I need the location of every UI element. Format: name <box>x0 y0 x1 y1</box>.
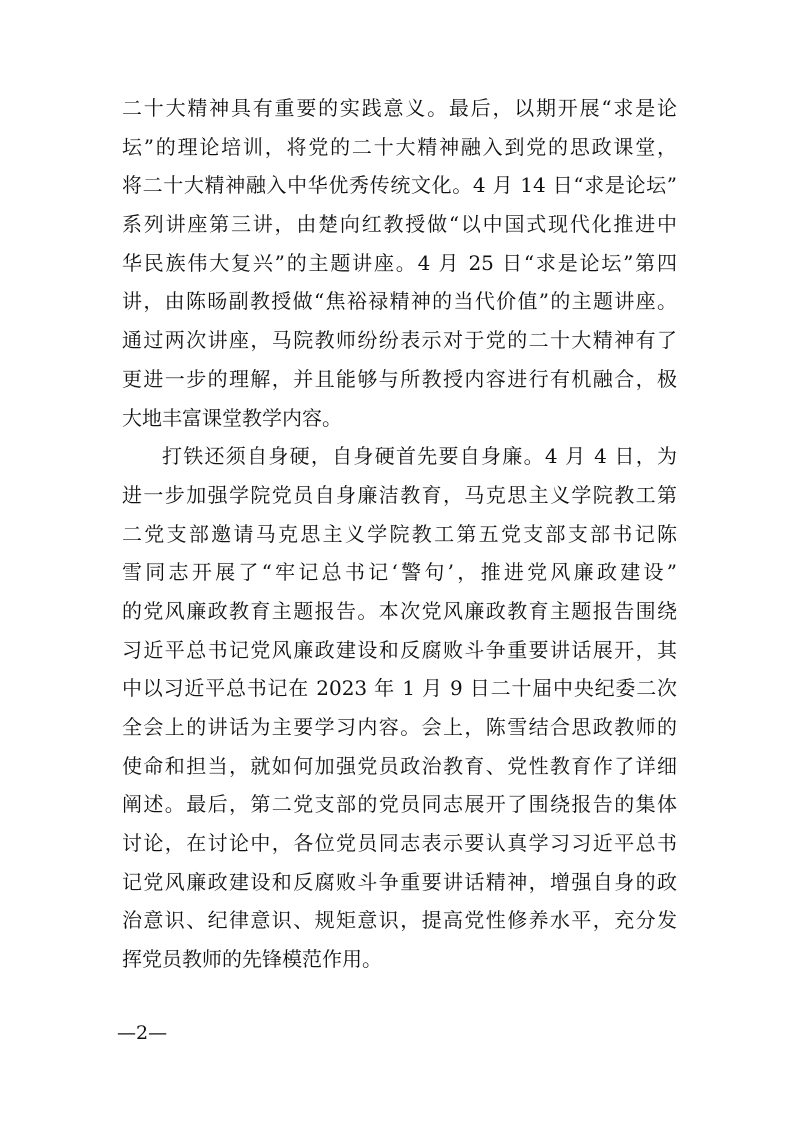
page-number: —2— <box>117 1022 168 1044</box>
text-line: 坛”的理论培训，将党的二十大精神融入到党的思政课堂， <box>122 134 677 159</box>
text-line: 华民族伟大复兴”的主题讲座。4 月 25 日“求是论坛”第四 <box>122 250 677 275</box>
text-line: 使命和担当，就如何加强党员政治教育、党性教育作了详细 <box>122 753 677 778</box>
text-line: 将二十大精神融入中华优秀传统文化。4 月 14 日“求是论坛” <box>122 173 677 198</box>
text-line: 通过两次讲座，马院教师纷纷表示对于党的二十大精神有了 <box>122 328 677 353</box>
text-line: 雪同志开展了“牢记总书记‘警句’，推进党风廉政建设” <box>122 560 677 585</box>
text-line: 讨论，在讨论中，各位党员同志表示要认真学习习近平总书 <box>122 831 677 856</box>
text-line-paragraph-end: 挥党员教师的先锋模范作用。 <box>122 947 382 972</box>
body-text <box>122 89 677 979</box>
text-line: 习近平总书记党风廉政建设和反腐败斗争重要讲话展开，其 <box>122 637 677 662</box>
text-line: 更进一步的理解，并且能够与所教授内容进行有机融合，极 <box>122 366 677 391</box>
text-line-paragraph-end: 大地丰富课堂教学内容。 <box>122 405 342 430</box>
text-line: 记党风廉政建设和反腐败斗争重要讲话精神，增强自身的政 <box>122 869 677 894</box>
text-line: 的党风廉政教育主题报告。本次党风廉政教育主题报告围绕 <box>122 598 677 623</box>
text-line: 二党支部邀请马克思主义学院教工第五党支部支部书记陈 <box>122 521 677 546</box>
text-line: 系列讲座第三讲，由楚向红教授做“以中国式现代化推进中 <box>122 212 677 237</box>
text-line: 二十大精神具有重要的实践意义。最后，以期开展“求是论 <box>122 96 677 120</box>
text-line: 中以习近平总书记在 2023 年 1 月 9 日二十届中央纪委二次 <box>122 676 677 701</box>
text-line: 进一步加强学院党员自身廉洁教育，马克思主义学院教工第 <box>122 482 677 507</box>
text-line: 治意识、纪律意识、规矩意识，提高党性修养水平，充分发 <box>122 908 677 933</box>
text-line-paragraph-start: 打铁还须自身硬，自身硬首先要自身廉。4 月 4 日，为 <box>162 444 677 469</box>
text-line: 阐述。最后，第二党支部的党员同志展开了围绕报告的集体 <box>122 792 677 817</box>
text-line: 讲，由陈旸副教授做“焦裕禄精神的当代价值”的主题讲座。 <box>122 289 677 314</box>
text-line: 全会上的讲话为主要学习内容。会上，陈雪结合思政教师的 <box>122 715 677 739</box>
